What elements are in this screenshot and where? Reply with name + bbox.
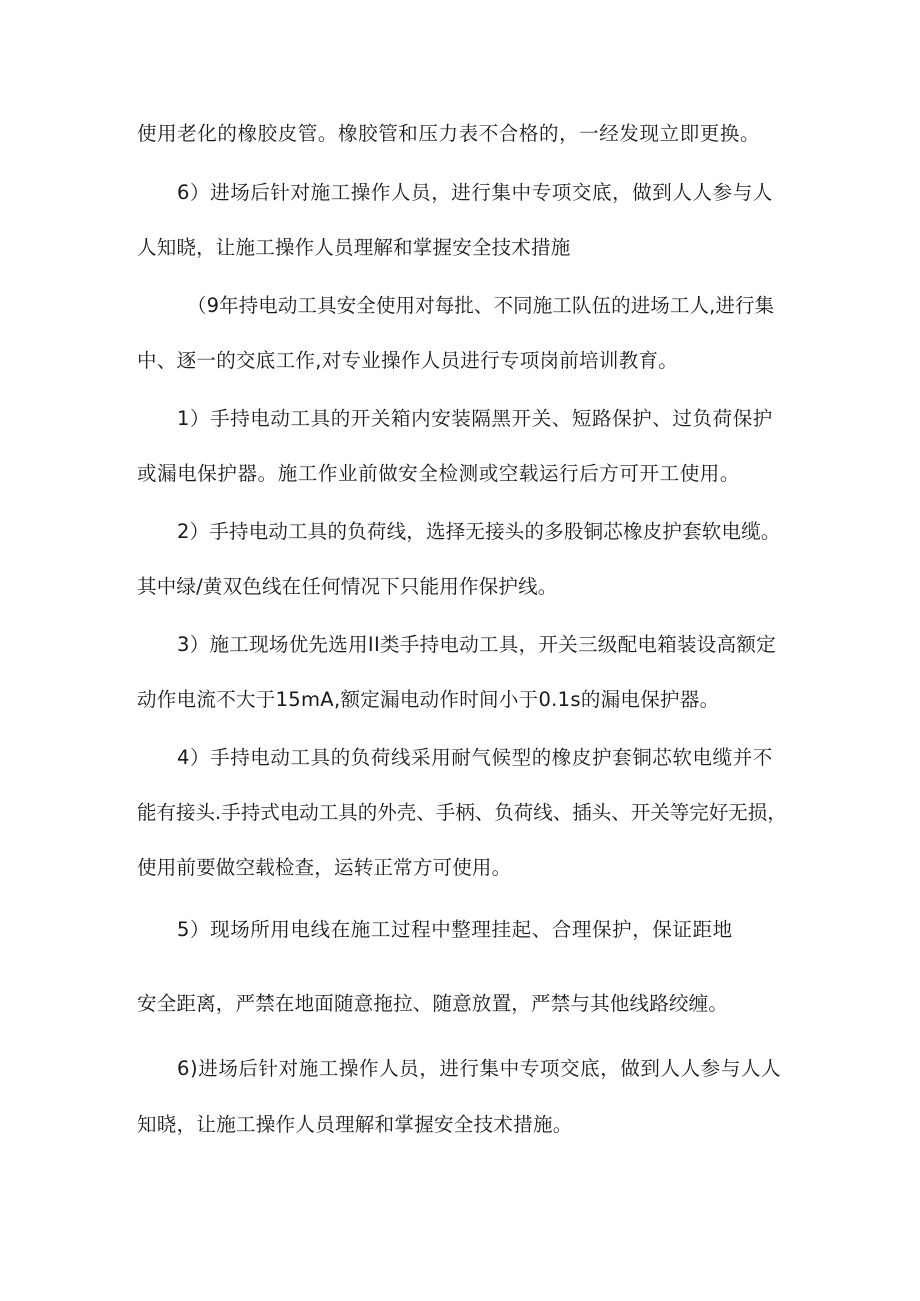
text-line: 1）手持电动工具的开关箱内安装隔黑开关、短路保护、过负荷保护: [177, 407, 773, 430]
text-line: 动作电流不大于15mA,额定漏电动作时间小于0.1s的漏电保护器。: [137, 688, 720, 711]
text-line: 2）手持电动工具的负荷线，选择无接头的多股铜芯橡皮护套软电缆。: [177, 520, 781, 543]
text-line: 5）现场所用电线在施工过程中整理挂起、合理保护，保证距地: [177, 918, 733, 941]
text-line: 安全距离，严禁在地面随意拖拉、随意放置，严禁与其他线路绞缠。: [137, 992, 729, 1015]
text-line: 能有接头.手持式电动工具的外壳、手柄、负荷线、插头、开关等完好无损，: [137, 801, 787, 824]
text-line: 3）施工现场优先选用II类手持电动工具，开关三级配电箱装设高额定: [177, 633, 777, 656]
text-line: 4）手持电动工具的负荷线采用耐气候型的橡皮护套铜芯软电缆并不: [177, 746, 773, 769]
text-line: （9年持电动工具安全使用对每批、不同施工队伍的进场工人,进行集: [187, 294, 775, 317]
text-line: 中、逐一的交底工作,对专业操作人员进行专项岗前培训教育。: [137, 349, 679, 372]
text-line: 6）进场后针对施工操作人员，进行集中专项交底，做到人人参与人: [177, 181, 773, 204]
text-line: 使用前要做空载检查，运转正常方可使用。: [137, 856, 512, 879]
text-line: 知晓，让施工操作人员理解和掌握安全技术措施。: [137, 1113, 573, 1136]
text-line: 人知晓，让施工操作人员理解和掌握安全技术措施: [137, 236, 571, 259]
text-line: 使用老化的橡胶皮管。橡胶管和压力表不合格的，一经发现立即更换。: [137, 122, 761, 145]
text-line: 6)进场后针对施工操作人员，进行集中专项交底，做到人人参与人人: [177, 1057, 782, 1080]
text-line: 或漏电保护器。施工作业前做安全检测或空载运行后方可开工使用。: [137, 462, 741, 485]
text-line: 其中绿/黄双色线在任何情况下只能用作保护线。: [137, 575, 558, 598]
